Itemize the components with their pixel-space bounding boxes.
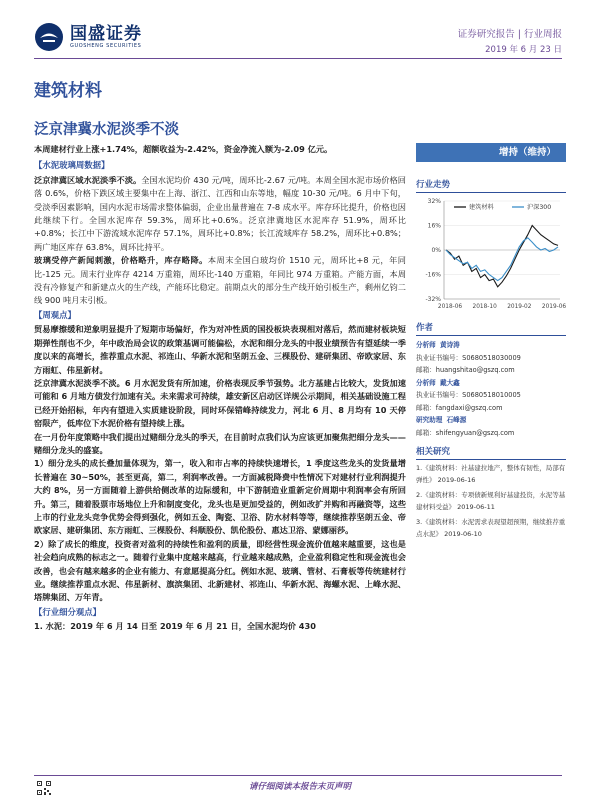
x-tick-label: 2019-06 [541,304,566,310]
logo-en: GUOSHENG SECURITIES [70,42,142,49]
analyst-1-cert: 执业证书编号：S0680518030009 [416,353,521,362]
authors-title: 作者 [416,321,566,336]
trend-chart [416,193,566,315]
related-item[interactable]: 2.《建筑材料：专项债新规利好基建投资，水泥等基建材料受益》 2019-06-11 [416,491,566,511]
y-tick-label: 0% [431,247,441,254]
related-item[interactable]: 1.《建筑材料：社基建拉地产，整体有韧性，局部有弹性》 2019-06-16 [416,464,566,484]
paragraph-cement: 泛京津冀区域水泥淡季不淡。全国水泥均价 430 元/吨，周环比-2.67 元/吨。本周全国水泥市场价格回落 0.6%，价格下跌区域主要集中在上海、浙江、江西和山东等地，幅度 10-30 元/吨。6 月中下旬，受淡季因素影响，国内水泥市场需求整体偏弱，企业出量普遍在 7-8 成水平。库存环比提升，价格也因此继续下行。全国水泥库存 59.3%，周环比+0.6%。泛京津冀地区水泥库存 51.9%，周环比+0.8%；长江中下游流域水泥库存 57.1%，周环比+0.8%；长江流域库存 58.2%，周环比+0.8%；两广地区库存 63.8%，周环比持平。 [34,174,406,252]
analyst-2-email[interactable]: 邮箱：fangdaxi@gszq.com [416,403,503,412]
paragraph-view-4: 1）细分龙头的成长叠加量体现为，第一，收入和市占率的持续快速增长，1 季度这些龙头的发货量增长普遍在 30~50%，甚至更高，第二，利润率改善。一方面减税降费中性情况下对建材行业利润提升大约 8%，另一方面随着上游供给侧改革的边际缓和，中下游制造业重新定价周期中利润率会有所回升。第三，随着股票市场地位上升和制度变化，龙头也是更加受益的，例如改扩并购和再融资等，这些上市的行业龙头竞争优势会得到强化，例如五金、陶瓷、卫浴、防水材料等等，继续推荐坚朗五金、帝欧家居、建研集团、东方雨虹、三棵股份、科顺股份、凯伦股份、惠达卫浴、蒙娜丽莎。 [34,458,406,536]
y-tick-label: 32% [427,198,441,205]
analyst-1-email[interactable]: 邮箱：huangshitao@gszq.com [416,366,515,374]
related-item[interactable]: 3.《建筑材料：水泥需求表现望超预期，继续推荐重点水泥》 2019-06-10 [416,518,566,538]
assistant: 研究助理 石峰源 [416,416,467,424]
section-label-weekly-data: 【水泥玻璃周数据】 [34,160,110,171]
assistant-email[interactable]: 邮箱：shifengyuan@gszq.com [416,428,515,437]
paragraph-cement-detail: 1. 水泥：2019 年 6 月 14 日至 2019 年 6 月 21 日，全国水泥均价 430 [34,621,316,632]
x-tick-label: 2018-06 [437,304,463,310]
logo-icon [34,22,64,52]
paragraph-glass: 玻璃受停产新闻刺激，价格略升，库存略降。本周末全国白玻均价 1510 元，周环比+8 元，年同比-125 元。周末行业库存 4214 万重箱，周环比-140 万重箱，年同比 974 万重箱。产能方面，本周没有冷修复产和新建点火的生产线，产能环比稳定。前期点火的部分生产线开始引板生产，剩州亿钧二线 900 吨月末引板。 [34,255,406,306]
industry-name: 建筑材料 [34,81,102,101]
x-tick-label: 2018-10 [472,304,497,310]
x-tick-label: 2019-02 [507,304,532,310]
footer-disclaimer: 请仔细阅读本报告末页声明 [248,782,351,792]
series-line-index [446,238,558,281]
rating-badge: 增持（维持） [416,143,566,162]
section-label-subsector: 【行业细分观点】 [34,606,101,617]
page-header [0,0,600,60]
paragraph-view-3: 在一月份年度策略中我们提出过赌细分龙头的季天，在目前时点我们认为应该更加聚焦把细分龙头——赌细分龙头的盛宴。 [34,431,406,455]
analyst-1: 分析师 黄诗涛 [416,341,460,349]
logo-cn: 国盛证券 [70,23,142,44]
paragraph-view-2: 泛京津冀水泥淡季不淡。6 月水泥发货有所加速，价格表现反季节强势。北方基建占比较大，发货加速可能和 6 月地方债发行加速有关。未来需求可持续，雄安新区启动区详规公示期间，相关基础设施工程已经开始招标，年内有望进入实质建设阶段，同时环保错峰持续发力，河北 6 月、8 月均有 10 天停窑限产，低库位下水泥价格有望持续上涨。 [34,377,406,429]
main-body [34,143,406,634]
trend-chart-svg [416,193,566,315]
report-type: 证券研究报告 | 行业周报 [457,29,562,40]
related-title: 相关研究 [416,445,566,460]
trend-title: 行业走势 [416,178,566,193]
footer-divider [34,775,562,776]
report-title: 泛京津冀水泥淡季不淡 [34,122,179,138]
y-tick-label: -32% [425,296,441,303]
paragraph-view-5: 2）除了成长的维度，投资者对盈利的持续性和盈利的质量，即经营性现金流价值越来越重要，这也是社会趋向成熟的标志之一。随着行业集中度越来越高，行业越来越成熟，企业盈利稳定性和现金流也会改善，也会有越来越多的企业有能力、有意愿提高分红。例如水泥、玻璃、管材、石膏板等传统建材行业。继续推荐重点水泥、伟星新材、旗滨集团、北新建材、祁连山、华新水泥、海螺水泥、上峰水泥、塔牌集团、万年青。 [34,538,406,603]
y-tick-label: -16% [425,271,441,279]
summary: 本周建材行业上涨+1.74%，超额收益为-2.42%，资金净流入额为-2.09 亿元。 [34,144,333,154]
y-tick-label: 16% [427,222,441,230]
section-label-view: 【周观点】 [34,309,76,320]
paragraph-view-1: 贸易摩擦缓和逆象明显提升了短期市场偏好，作为对冲性质的国投板块表现相对落后，然而建材板块短期弹性削也不少，年中政治局会议的政策基调可能偏松，水泥和细分龙头的中报业绩预告有望延续一季度以来的高增长，推荐重点水泥、祁连山、华新水泥和坚朗五金、三棵股份、建研集团、帝欧家居、东方雨虹、伟星新材。 [34,324,406,375]
analyst-2: 分析师 戴大鑫 [416,378,460,387]
report-date: 2019 年 6 月 23 日 [485,45,562,55]
legend-label: 建筑材料 [469,204,494,212]
header-divider [34,58,562,59]
brand-logo [34,22,142,52]
legend-label: 沪深300 [527,204,552,212]
sidebar [416,143,566,540]
analyst-2-cert: 执业证书编号：S0680518010005 [416,391,521,399]
